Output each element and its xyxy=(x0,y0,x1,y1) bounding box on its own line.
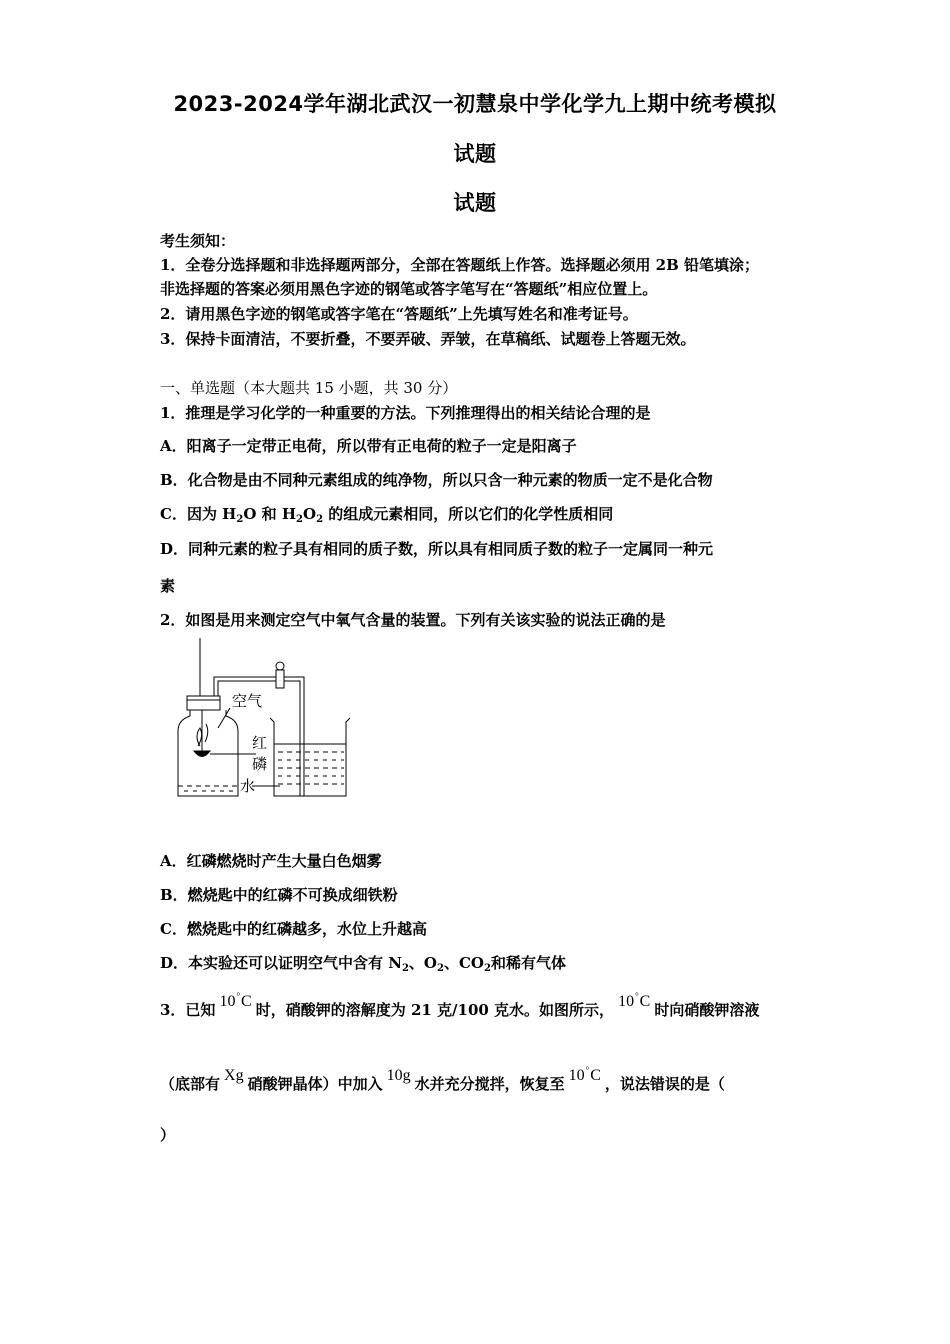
label-phosphorus: 磷 xyxy=(252,755,268,773)
q1-stem: 1．推理是学习化学的一种重要的方法。下列推理得出的相关结论合理的是 xyxy=(160,404,651,422)
q1-option-d-line1: D．同种元素的粒子具有相同的质子数，所以具有相同质子数的粒子一定属同一种元 xyxy=(160,540,714,558)
q3-temp-1 xyxy=(219,991,251,1011)
q1-c-suffix: 的组成元素相同，所以它们的化学性质相同 xyxy=(323,505,614,523)
q3-text-1b: 时，硝酸钾的溶解度为 21 克/100 克水。如图所示， xyxy=(255,1001,615,1019)
q1-c-h2o-o: O xyxy=(243,505,257,523)
title-line-3: 试题 xyxy=(453,191,497,215)
title-line-2: 试题 xyxy=(453,142,497,166)
q1-c-h2o2-o: O xyxy=(303,505,317,523)
oxygen-experiment-figure xyxy=(160,636,360,806)
q1-c-h2o-sub: 2 xyxy=(236,514,244,525)
temp-unit: C xyxy=(241,993,252,1010)
notice-item-2: 2．请用黑色字迹的钢笔或答字笔在“答题纸”上先填写姓名和准考证号。 xyxy=(160,305,638,323)
notice-heading: 考生须知： xyxy=(160,232,236,250)
q3-temp-2 xyxy=(618,991,650,1011)
q3-text-2a: （底部有 xyxy=(160,1075,221,1093)
q3-text-1a: 3．已知 xyxy=(160,1001,216,1019)
q3-text-2c: 水并充分搅拌，恢复至 xyxy=(414,1075,565,1093)
q2-option-c: C．燃烧匙中的红磷越多，水位上升越高 xyxy=(160,920,427,938)
q2-option-d xyxy=(160,952,566,974)
q1-c-h2o2-sub1: 2 xyxy=(296,514,304,525)
temp-unit: C xyxy=(639,993,651,1010)
q3-temp-3 xyxy=(569,1065,601,1085)
q1-option-b: B．化合物是由不同种元素组成的纯净物，所以只含一种元素的物质一定不是化合物 xyxy=(160,471,713,489)
temp-number: 10 xyxy=(219,993,236,1010)
q2-d-suffix: 和稀有气体 xyxy=(490,954,566,972)
label-water: 水 xyxy=(240,777,256,795)
q2-d-co2-sub: 2 xyxy=(483,963,491,974)
q3-text-1c: 时向硝酸钾溶液 xyxy=(654,1001,760,1019)
label-red: 红 xyxy=(252,734,268,752)
q3-line-1 xyxy=(160,991,760,1020)
temp-number: 10 xyxy=(568,1067,585,1084)
q2-d-mid1: 、O xyxy=(408,954,437,972)
q3-mass-x: Xg xyxy=(224,1067,244,1084)
title-line-1: 2023-2024学年湖北武汉一初慧泉中学化学九上期中统考模拟 xyxy=(173,92,777,116)
q1-c-h2o2-h: H xyxy=(281,505,297,523)
q2-option-b: B．燃烧匙中的红磷不可换成细铁粉 xyxy=(160,886,398,904)
q1-c-h2o-h: H xyxy=(222,505,237,523)
q1-c-h2o2-sub2: 2 xyxy=(316,514,324,525)
temp-degree: ° xyxy=(585,1065,590,1075)
label-air: 空气 xyxy=(232,692,263,710)
notice-item-1b: 非选择题的答案必须用黑色字迹的钢笔或答字笔写在“答题纸”相应位置上。 xyxy=(160,280,658,298)
q1-option-a: A．阳离子一定带正电荷，所以带有正电荷的粒子一定是阳离子 xyxy=(160,437,577,455)
q2-d-o2-sub: 2 xyxy=(437,963,444,974)
q1-c-and: 和 xyxy=(256,505,282,523)
temp-unit: C xyxy=(590,1067,601,1084)
notice-item-3: 3．保持卡面清洁，不要折叠，不要弄破、弄皱，在草稿纸、试题卷上答题无效。 xyxy=(160,330,696,348)
q3-text-2d: ，说法错误的是（ xyxy=(604,1075,725,1093)
q1-option-d-line2: 素 xyxy=(160,577,176,595)
q2-option-a: A．红磷燃烧时产生大量白色烟雾 xyxy=(160,852,382,870)
q1-c-prefix: C．因为 xyxy=(160,505,223,523)
q2-d-prefix: D．本实验还可以证明空气中含有 N xyxy=(160,954,402,972)
q3-mass-water: 10g xyxy=(386,1067,411,1084)
q2-d-mid2: 、CO xyxy=(443,954,484,972)
section-1-heading: 一、单选题（本大题共 15 小题，共 30 分） xyxy=(160,379,458,397)
q3-line-2 xyxy=(160,1065,725,1094)
temp-number: 10 xyxy=(618,993,635,1010)
temp-degree: ° xyxy=(635,991,639,1001)
q1-option-c xyxy=(160,503,613,525)
notice-item-1a: 1．全卷分选择题和非选择题两部分，全部在答题纸上作答。选择题必须用 2B 铅笔填涂； xyxy=(160,256,760,274)
q3-text-2b: 硝酸钾晶体）中加入 xyxy=(247,1075,383,1093)
q2-stem: 2．如图是用来测定空气中氧气含量的装置。下列有关该实验的说法正确的是 xyxy=(160,611,666,629)
q3-line-3: ） xyxy=(160,1126,176,1144)
temp-degree: ° xyxy=(236,991,241,1001)
q2-d-n2-sub: 2 xyxy=(401,963,409,974)
